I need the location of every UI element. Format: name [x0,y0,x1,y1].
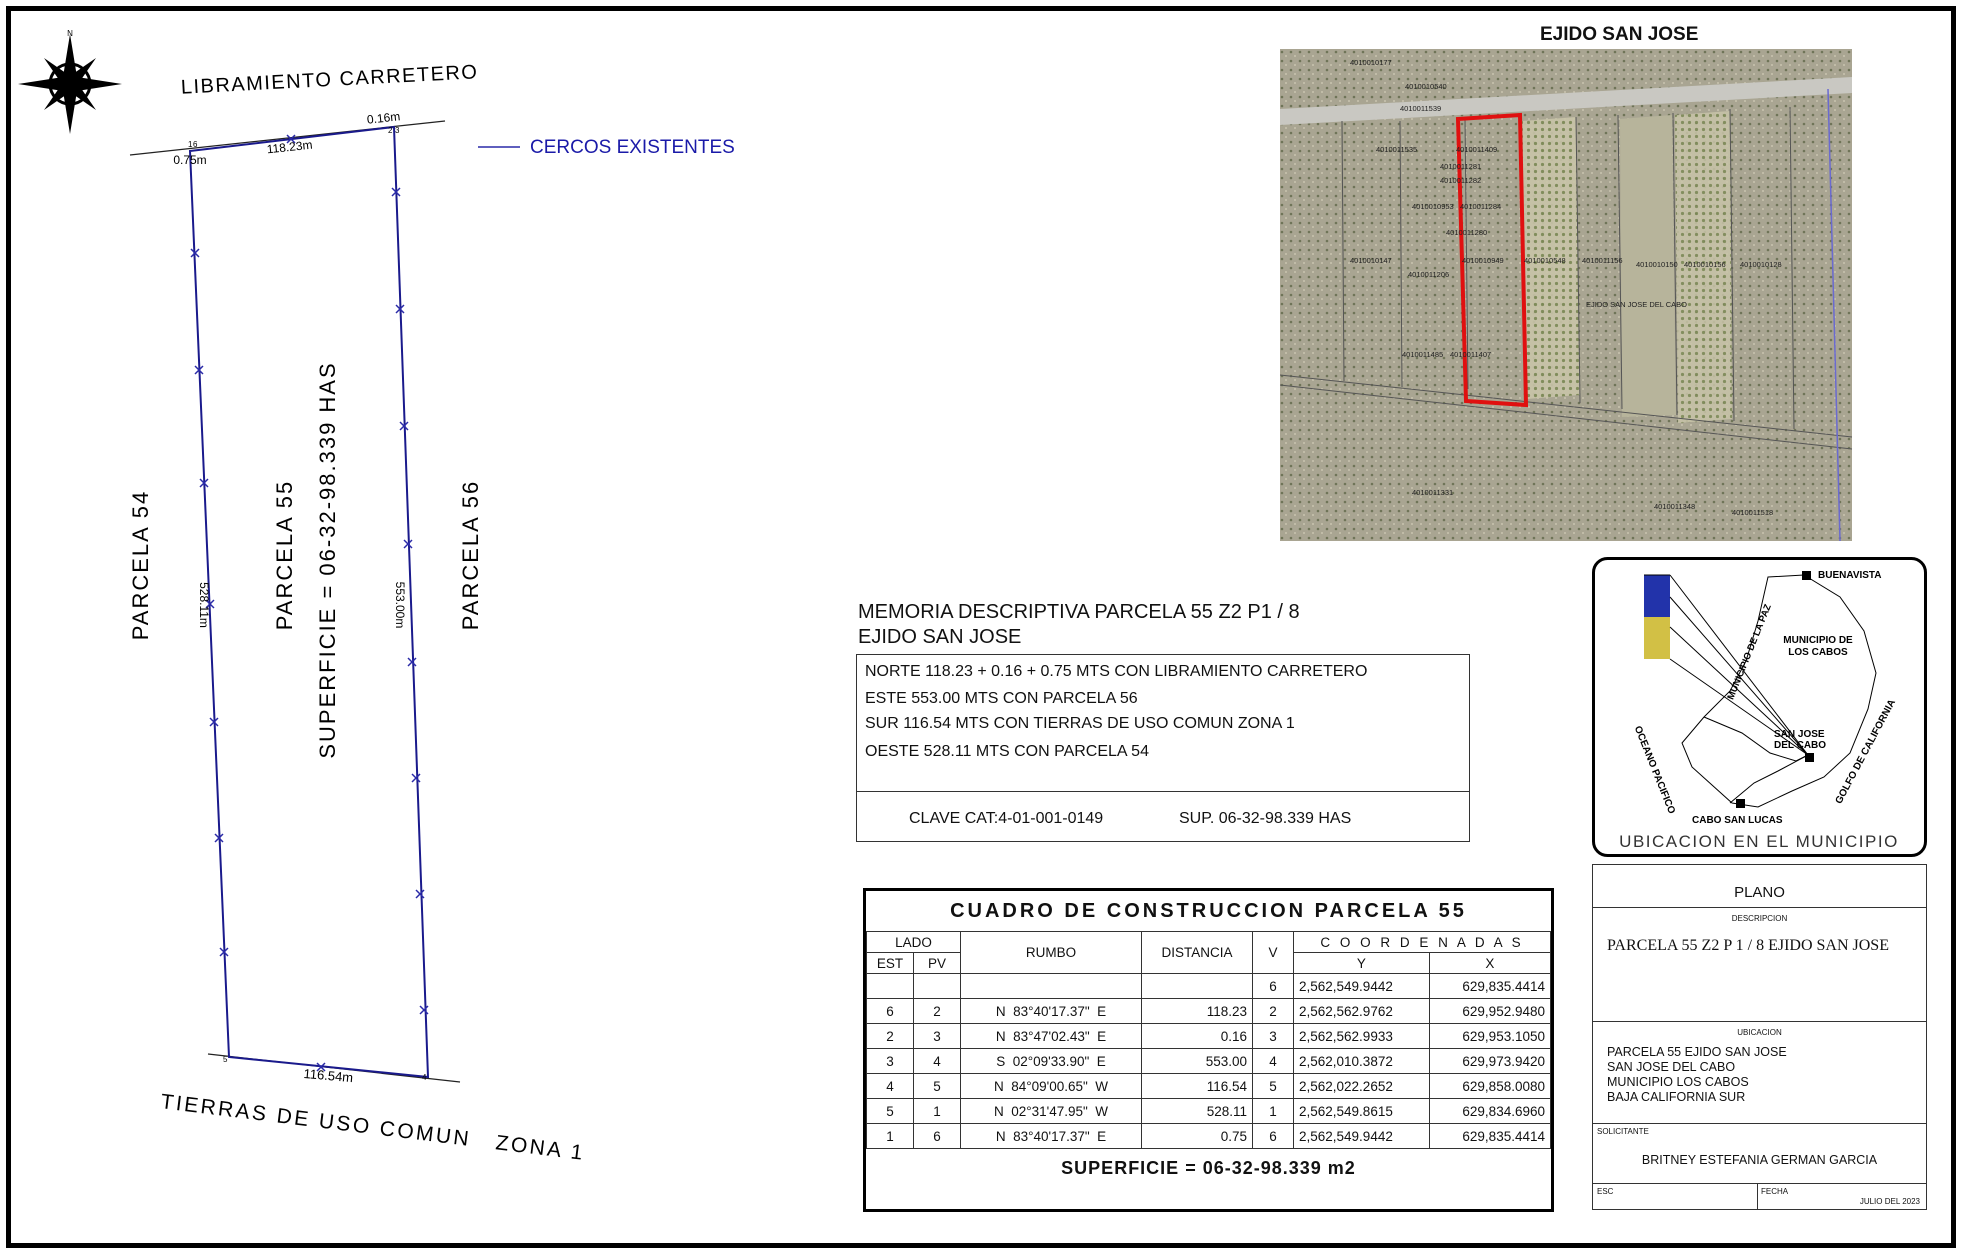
cell-pv: 6 [914,1124,961,1149]
vertex-label: 6 [193,140,198,149]
lot-label: 4010010156 [1684,260,1726,269]
solicitante-label: SOLICITANTE [1597,1127,1649,1136]
memoria-box [856,654,1470,842]
cell-distancia: 0.75 [1142,1124,1253,1149]
lot-label: 4010011281 [1440,162,1482,171]
cell-y: 2,562,562.9933 [1294,1024,1430,1049]
lot-label: 4010010949 [1462,256,1504,265]
memoria-norte: NORTE 118.23 + 0.16 + 0.75 MTS CON LIBRAMIENTO CARRETERO [865,663,1368,680]
cell-pv: 1 [914,1099,961,1124]
lot-label: 4010010150 [1636,260,1678,269]
table-row [867,1024,1551,1049]
cell-pv: 3 [914,1024,961,1049]
lot-label: 4010011331 [1412,488,1454,497]
cabo-san-lucas-label: CABO SAN LUCAS [1692,815,1783,826]
compass-rose-icon [18,34,122,134]
table-row [867,1099,1551,1124]
title-block-divider [1757,1183,1758,1209]
table-row [867,1074,1551,1099]
title-block-divider [1593,907,1926,908]
memoria-title-line: EJIDO SAN JOSE [858,626,1022,648]
san-jose-label: SAN JOSE [1774,729,1825,740]
lot-label: 4010011280 [1446,228,1488,237]
cell-y: 2,562,549.9442 [1294,974,1430,999]
cell-pv: 5 [914,1074,961,1099]
cell-y: 2,562,549.8615 [1294,1099,1430,1124]
parcel-56-label: PARCELA 56 [458,479,483,631]
cell-y: 2,562,010.3872 [1294,1049,1430,1074]
cell-rumbo: N 02°31'47.95" W [961,1099,1142,1124]
cell-est: 5 [867,1099,914,1124]
legend-fence-label: CERCOS EXISTENTES [530,137,735,158]
fence-marks [191,135,428,1071]
descripcion-label: DESCRIPCION [1731,914,1788,923]
ubicacion-line: PARCELA 55 EJIDO SAN JOSE [1607,1045,1787,1059]
cell-x: 629,858.0080 [1429,1074,1550,1099]
cell-est: 2 [867,1024,914,1049]
col-lado: LADO [867,932,961,953]
cell-est: 3 [867,1049,914,1074]
cell-distancia: 116.54 [1142,1074,1253,1099]
esc-label: ESC [1597,1187,1614,1196]
lot-label: 4010010548 [1524,256,1566,265]
compass-label: N [67,29,73,38]
cell-y: 2,562,549.9442 [1294,1124,1430,1149]
aerial-image [1280,49,1852,541]
table-row [867,999,1551,1024]
dim-north-west: 0.75m [173,153,207,167]
memoria-title-line: MEMORIA DESCRIPTIVA PARCELA 55 Z2 P1 / 8 [858,601,1300,623]
fecha-value: JULIO DEL 2023 [1859,1197,1920,1206]
cell-x: 629,835.4414 [1429,974,1550,999]
dim-north-main: 118.23m [266,137,314,157]
col-rumbo: RUMBO [961,932,1142,974]
lot-label: 4010010540 [1405,82,1447,91]
vertex-label: 2 [388,126,393,135]
cell-v: 3 [1253,1024,1294,1049]
table-row [867,974,1551,999]
lot-label: 4010011539 [1400,104,1442,113]
cell-pv: 2 [914,999,961,1024]
cell-rumbo: N 83°47'02.43" E [961,1024,1142,1049]
table-row [867,1049,1551,1074]
col-v: V [1253,932,1294,974]
zone-label: EJIDO SAN JOSE DEL CABO [1586,300,1687,309]
descripcion-value: PARCELA 55 Z2 P 1 / 8 EJIDO SAN JOSE [1607,937,1889,954]
dim-west: 528.11m [197,582,211,628]
vertex-label: 3 [395,126,400,135]
oceano-label: OCEANO PACIFICO [1631,724,1677,816]
los-cabos-label: MUNICIPIO DE [1783,635,1853,646]
lot-label: 4010011284 [1460,202,1502,211]
lot-label: 4010010147 [1350,256,1392,265]
cell-x: 629,835.4414 [1429,1124,1550,1149]
cell-v: 4 [1253,1049,1294,1074]
construction-table-superficie: SUPERFICIE = 06-32-98.339 m2 [1061,1157,1356,1178]
dim-north-east: 0.16m [366,109,401,127]
lot-label: 4010011407 [1450,350,1492,359]
cell-x: 629,973.9420 [1429,1049,1550,1074]
golfo-label: GOLFO DE CALIFORNIA [1833,697,1899,806]
lot-label: 4010011535 [1376,145,1418,154]
cell-rumbo: N 84°09'00.65" W [961,1074,1142,1099]
fecha-label: FECHA [1761,1187,1789,1196]
solicitante-value: BRITNEY ESTEFANIA GERMAN GARCIA [1641,1153,1878,1167]
memoria-divider [857,791,1469,792]
ubicacion-line: BAJA CALIFORNIA SUR [1607,1090,1746,1104]
lot-label: 4010010177 [1350,58,1392,67]
aerial-title: EJIDO SAN JOSE [1540,24,1699,45]
vertex-label: 4 [422,1073,427,1082]
cell-rumbo: N 83°40'17.37" E [961,999,1142,1024]
vertex-label: 1 [188,140,193,149]
location-map-caption: UBICACION EN EL MUNICIPIO [1619,832,1899,851]
col-est: EST [867,953,914,974]
dim-south: 116.54m [303,1065,354,1086]
location-map [1592,557,1927,857]
plano-label: PLANO [1734,884,1785,901]
los-cabos-label: LOS CABOS [1788,647,1848,658]
title-block-divider [1593,1183,1926,1184]
cell-distancia: 118.23 [1142,999,1253,1024]
memoria-oeste: OESTE 528.11 MTS CON PARCELA 54 [865,743,1149,760]
san-jose-label: DEL CABO [1774,740,1827,751]
cell-x: 629,953.1050 [1429,1024,1550,1049]
area-label: SUPERFICIE = 06-32-98.339 HAS [315,361,340,759]
cell-v: 6 [1253,1124,1294,1149]
lot-label: 4010010128 [1740,260,1782,269]
memoria-este: ESTE 553.00 MTS CON PARCELA 56 [865,690,1138,707]
cell-est: 1 [867,1124,914,1149]
site-plan [0,0,760,1240]
col-pv: PV [914,953,961,974]
cell-rumbo: S 02°09'33.90" E [961,1049,1142,1074]
cell-est: 6 [867,999,914,1024]
cell-distancia: 553.00 [1142,1049,1253,1074]
lot-label: 4010011156 [1582,256,1623,265]
ubicacion-value [1607,1045,1787,1105]
cell-rumbo: N 83°40'17.37" E [961,1124,1142,1149]
lot-label: 4010011206 [1408,270,1450,279]
title-block-divider [1593,1123,1926,1124]
lot-label: 4010010953 [1412,202,1454,211]
cell-v: 2 [1253,999,1294,1024]
dim-east: 553.00m [393,581,407,629]
ubicacion-label: UBICACION [1737,1028,1782,1037]
construction-table [863,888,1554,1212]
memoria-superficie: SUP. 06-32-98.339 HAS [1179,810,1352,827]
memoria-title [858,600,1300,650]
buenavista-label: BUENAVISTA [1818,570,1882,581]
lot-label: 4010011282 [1440,176,1482,185]
ubicacion-line: SAN JOSE DEL CABO [1607,1060,1736,1074]
cell-v: 6 [1253,974,1294,999]
lot-label: 4010011518 [1732,508,1774,517]
table-row [867,1124,1551,1149]
parcel-55-label: PARCELA 55 [272,479,297,631]
south-land-label: TIERRAS DE USO COMUN ZONA 1 [159,1090,587,1165]
cell-x: 629,834.6960 [1429,1099,1550,1124]
cell-v: 5 [1253,1074,1294,1099]
la-paz-label: MUNICIPIO DE LA PAZ [1725,602,1774,702]
col-y: Y [1294,953,1430,974]
title-block-divider [1593,1021,1926,1022]
cell-x: 629,952.9480 [1429,999,1550,1024]
title-block [1592,864,1927,1210]
lot-label: 4010011409 [1456,145,1498,154]
cell-y: 2,562,022.2652 [1294,1074,1430,1099]
clave-catastral: CLAVE CAT:4-01-001-0149 [909,810,1104,827]
cell-distancia: 0.16 [1142,1024,1253,1049]
col-distancia: DISTANCIA [1142,932,1253,974]
cell-distancia: 528.11 [1142,1099,1253,1124]
vertex-label: 5 [223,1055,228,1064]
cell-y: 2,562,562.9762 [1294,999,1430,1024]
north-road-label: LIBRAMIENTO CARRETERO [180,61,479,99]
cell-pv: 4 [914,1049,961,1074]
col-x: X [1429,953,1550,974]
lot-label: 4010011485 [1402,350,1444,359]
parcel-55-boundary [190,127,428,1077]
lot-label: 4010011348 [1654,502,1696,511]
cell-v: 1 [1253,1099,1294,1124]
memoria-sur: SUR 116.54 MTS CON TIERRAS DE USO COMUN ZONA 1 [865,715,1295,732]
cell-est: 4 [867,1074,914,1099]
parcel-54-label: PARCELA 54 [128,489,153,641]
construction-table-title: CUADRO DE CONSTRUCCION PARCELA 55 [867,891,1551,932]
ubicacion-line: MUNICIPIO LOS CABOS [1607,1075,1749,1089]
col-coordenadas: C O O R D E N A D A S [1294,932,1551,953]
